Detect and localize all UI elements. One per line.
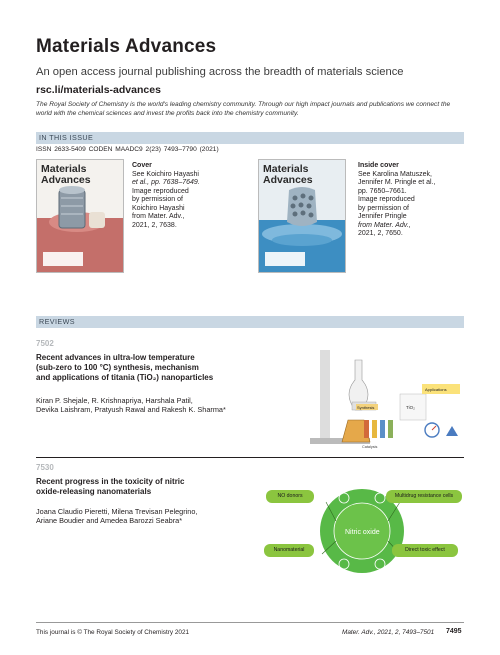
cover-image[interactable] bbox=[36, 159, 124, 273]
cover-caption-line: Image reproduced bbox=[132, 187, 189, 195]
article-title-line: and applications of titania (TiO₂) nanoparticles bbox=[36, 373, 214, 382]
titania-graphic bbox=[300, 340, 464, 452]
cover-caption-line: by permission of bbox=[132, 196, 183, 203]
inside-cover-caption bbox=[358, 162, 468, 239]
inside-cover-heading: Inside cover bbox=[358, 162, 399, 169]
synthesis-label: Synthesis bbox=[357, 405, 375, 410]
author-line: Kiran P. Shejale, R. Krishnapriya, Harshala Patil, bbox=[36, 396, 193, 405]
tio2-label: TiO₂ bbox=[406, 405, 415, 410]
cover-heading: Cover bbox=[132, 162, 152, 169]
cover-caption bbox=[132, 162, 242, 230]
article-title[interactable] bbox=[36, 353, 276, 383]
journal-url[interactable]: rsc.li/materials-advances bbox=[36, 84, 161, 96]
catalysis-label: Catalysis bbox=[362, 445, 378, 449]
author-line: Ariane Boudier and Amedea Barozzi Seabra* bbox=[36, 516, 183, 526]
journal-description: The Royal Society of Chemistry is the world's leading chemistry community. Through our high impact journals and publications we connect the world with the chemical sciences and invest the profits back into the chemistry community. bbox=[36, 101, 451, 117]
article-graphic-titania bbox=[300, 340, 464, 452]
article-page-number: 7530 bbox=[36, 463, 54, 472]
footer-rule bbox=[36, 622, 464, 623]
nitric-oxide-label: Nitric oxide bbox=[345, 529, 380, 536]
article-title-line: oxide-releasing nanomaterials bbox=[36, 487, 152, 496]
direct-toxic-effect-pill: Direct toxic effect bbox=[392, 544, 458, 557]
inside-cover-caption-line: by permission of bbox=[358, 204, 409, 212]
nanomaterial-pill: Nanomaterial bbox=[264, 544, 314, 557]
inside-cover-caption-line: See Karolina Matuszek, bbox=[358, 170, 432, 178]
cover-caption-line: from Mater. Adv., bbox=[132, 213, 185, 220]
article-graphic-nitric-oxide bbox=[262, 476, 464, 586]
article-page-number: 7502 bbox=[36, 339, 54, 348]
inside-cover-caption-line: Jennifer M. Pringle et al., bbox=[358, 179, 436, 186]
article-title-line: (sub-zero to 100 °C) synthesis, mechanism bbox=[36, 363, 199, 372]
inside-cover-caption-line: Image reproduced bbox=[358, 196, 415, 203]
article-title-line: Recent advances in ultra-low temperature bbox=[36, 353, 195, 362]
journal-title: Materials Advances bbox=[36, 36, 217, 57]
multidrug-resistance-pill: Multidrug resistance cells bbox=[386, 490, 462, 503]
cover-caption-line: 2021, 2, 7638. bbox=[132, 221, 177, 229]
inside-cover-caption-line: pp. 7650–7661. bbox=[358, 187, 407, 195]
inside-cover-caption-line: Jennifer Pringle bbox=[358, 213, 407, 220]
cover-caption-line: Koichiro Hayashi bbox=[132, 204, 185, 212]
inside-cover-caption-line: 2021, 2, 7650. bbox=[358, 230, 403, 237]
section-label: REVIEWS bbox=[39, 317, 75, 326]
author-line: Joana Claudio Pieretti, Milena Trevisan Pelegrino, bbox=[36, 507, 198, 516]
issn-line: ISSN 2633-5409 CODEN MAADC9 2(23) 7493–7790 (2021) bbox=[36, 146, 219, 153]
no-donors-pill: NO donors bbox=[266, 490, 314, 503]
cover-caption-line: et al., pp. 7638–7649. bbox=[132, 179, 200, 186]
author-line: Devika Laishram, Pratyush Rawal and Rakesh K. Sharma* bbox=[36, 405, 226, 415]
inside-cover-image[interactable] bbox=[258, 159, 346, 273]
cover-title: Materials Advances bbox=[41, 163, 91, 186]
applications-label: Applications bbox=[425, 387, 447, 392]
article-title[interactable] bbox=[36, 477, 276, 497]
cover-caption-line: See Koichiro Hayashi bbox=[132, 170, 199, 178]
journal-subtitle: An open access journal publishing across the breadth of materials science bbox=[36, 66, 404, 78]
footer-citation: Mater. Adv., 2021, 2, 7493–7501 bbox=[342, 629, 435, 636]
article-divider bbox=[36, 457, 464, 458]
section-label: IN THIS ISSUE bbox=[39, 133, 94, 142]
reviews-bar bbox=[36, 316, 464, 328]
inside-cover-title: Materials Advances bbox=[263, 163, 313, 186]
article-authors bbox=[36, 396, 276, 414]
article-authors bbox=[36, 507, 286, 525]
article-title-line: Recent progress in the toxicity of nitric bbox=[36, 477, 185, 486]
inside-cover-caption-line: from Mater. Adv., bbox=[358, 221, 411, 229]
in-this-issue-bar bbox=[36, 132, 464, 144]
footer-page-number: 7495 bbox=[446, 628, 462, 635]
footer-copyright: This journal is © The Royal Society of Chemistry 2021 bbox=[36, 629, 190, 636]
cover-illustration bbox=[37, 160, 123, 272]
